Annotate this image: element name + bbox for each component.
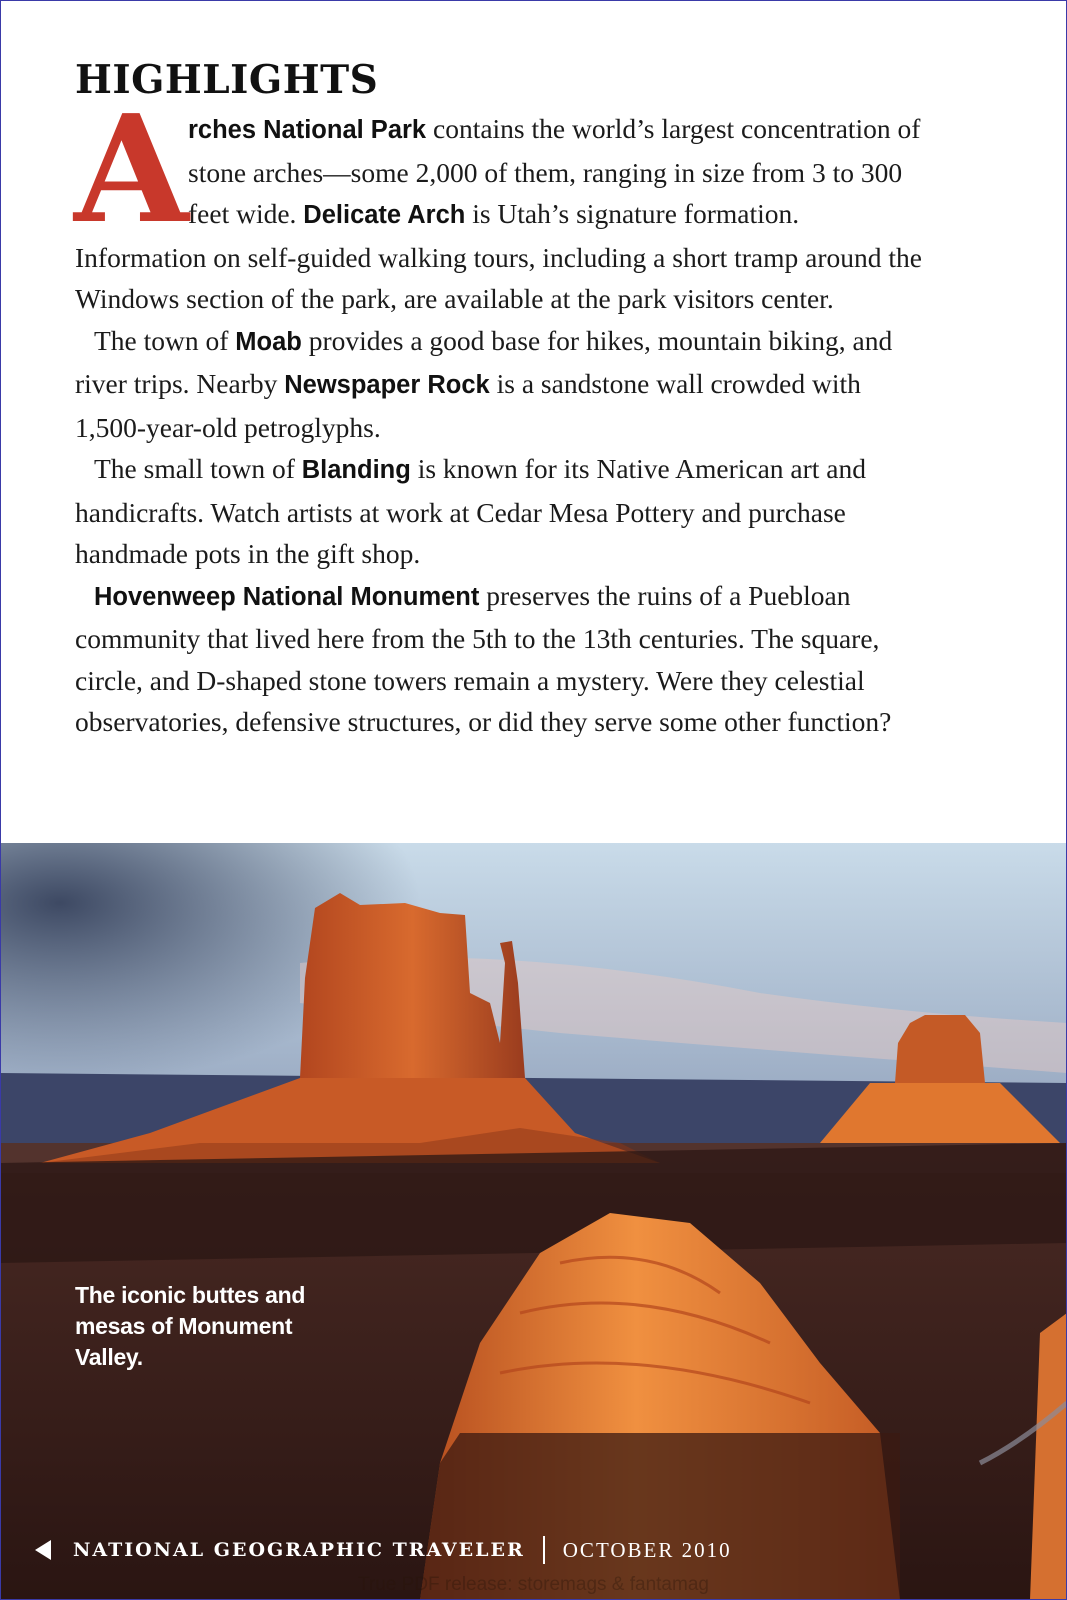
page-footer — [35, 1530, 732, 1570]
paragraph-4: Hovenweep National Monument preserves the ruins of a Puebloan community that lived here from the 5th to the 13th centuries. The square, circle, and D-shaped stone towers remain a mystery. Were they celestial observatories, defensive structures, or did they serve some other function? — [75, 579, 892, 737]
highlight-term: Newspaper Rock — [284, 371, 490, 399]
issue-date: OCTOBER 2010 — [562, 1537, 732, 1562]
article — [75, 56, 925, 743]
paragraph-3: The small town of Blanding is known for its Native American art and handicrafts. Watch artists at work at Cedar Mesa Pottery and purchase handmade pots in the gift shop. — [75, 453, 866, 569]
monument-valley-photo — [0, 843, 1067, 1600]
paragraph-1: A rches National Park contains the world’s largest concentration of stone arches—some 2,000 of them, ranging in size from 3 to 300 feet wide. Delicate Arch is Utah’s signature formation. Information on self-guided walking tours, including a short tramp around the Windows section of the park, are available at the park visitors center. — [74, 82, 922, 314]
drop-cap: A — [74, 82, 189, 256]
highlight-term: Moab — [235, 327, 302, 356]
footer-divider — [543, 1536, 545, 1564]
publication-name: NATIONAL GEOGRAPHIC TRAVELER — [73, 1539, 525, 1561]
paragraph-2: The town of Moab provides a good base for hikes, mountain biking, and river trips. Nearby Newspaper Rock is a sandstone wall crowded with 1,500-year-old petroglyphs. — [75, 324, 893, 443]
photo-illustration — [0, 843, 1067, 1600]
highlight-term: rches National Park — [188, 116, 427, 144]
release-watermark: True PDF release: storemags & fantamag — [358, 1574, 709, 1595]
photo-caption: The iconic buttes and mesas of Monument Valley. — [75, 1282, 306, 1370]
highlight-term: Delicate Arch — [303, 201, 466, 229]
highlight-term: Hovenweep National Monument — [94, 582, 480, 611]
previous-page-arrow-icon[interactable] — [35, 1540, 51, 1560]
article-body — [74, 82, 925, 743]
highlight-term: Blanding — [301, 456, 411, 484]
section-heading: HIGHLIGHTS — [75, 57, 379, 103]
